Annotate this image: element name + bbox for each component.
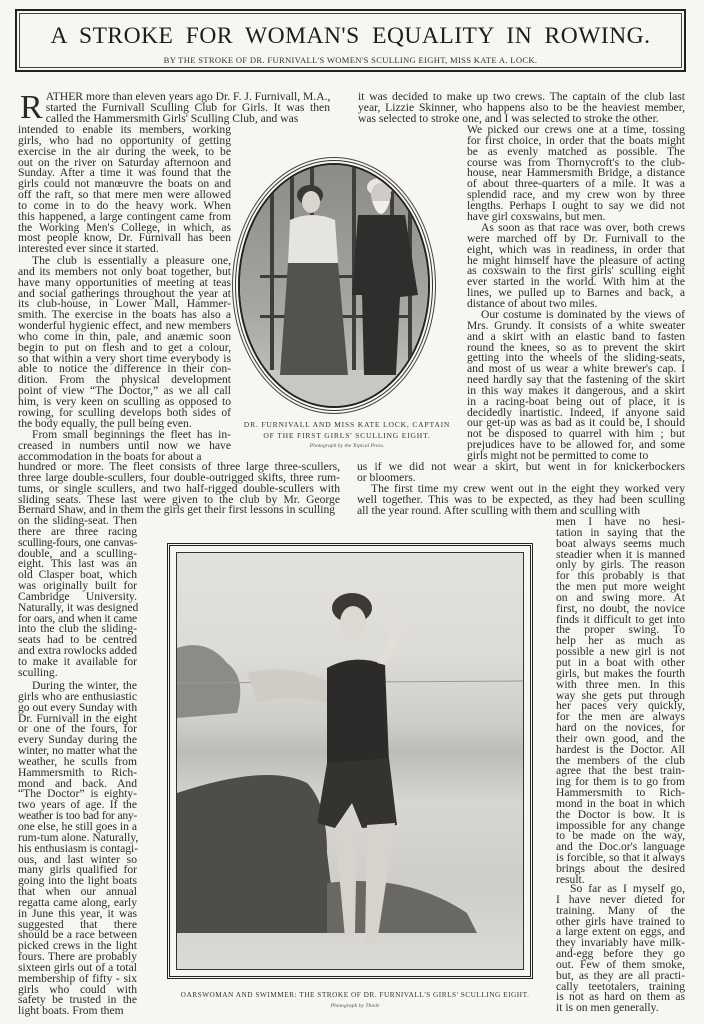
text-line: Cambridge University. xyxy=(18,589,137,603)
text-line: girls who are enthusiastic xyxy=(18,689,137,703)
text-line: seats had to be centred xyxy=(18,633,137,647)
text-line: have many opportunities of meeting at teas xyxy=(18,275,231,289)
text-line: eight, which was in readiness, in order that xyxy=(467,242,685,256)
text-line: off the raft, so that mere men were allowed xyxy=(18,188,231,202)
text-line: “The Doctor” is eighty- xyxy=(18,787,137,801)
text-line: rowing, for sculling develops both sides of xyxy=(18,405,231,419)
text-line: or bloomers. xyxy=(357,470,416,484)
text-line: his enthusiasm is contagi- xyxy=(18,841,139,855)
text-line: hardest is the Doctor. All xyxy=(556,742,685,756)
text-line: double, and a sculling- xyxy=(18,546,137,560)
column-3-block-c xyxy=(467,310,685,462)
text-line: hard on the novices, for xyxy=(556,721,685,735)
text-line: for this probably is that xyxy=(556,569,685,583)
text-line: help her as much as xyxy=(556,634,685,648)
text-line: So far as I myself go, xyxy=(570,882,685,895)
text-line: winter, no matter what the xyxy=(18,744,137,758)
text-line: weather is too bad for any- xyxy=(18,809,137,823)
text-line: safety be trusted in the xyxy=(18,993,137,1007)
text-line: it is on men generally. xyxy=(556,1001,659,1015)
text-line: point of view “The Doctor,” as we all call xyxy=(18,384,231,398)
text-line: intended to enable its members, working xyxy=(18,123,231,136)
wide-block-1 xyxy=(18,462,340,516)
column-4-block-b xyxy=(556,884,685,1014)
text-line: in this way makes it dangerous, and a skirt xyxy=(467,383,685,397)
text-line: round the knees, so as to prevent the skirt xyxy=(467,340,685,354)
text-line: one else, he still goes in a xyxy=(18,819,137,833)
text-line: cally teetotalers, training xyxy=(556,979,685,993)
text-line: hundred or more. The fleet consists of three large three-scullers, xyxy=(18,460,340,473)
text-line: smith. The exercise in the boats has also a xyxy=(18,308,231,322)
text-line: exercise in the air during the week, to be xyxy=(18,144,231,158)
title-box xyxy=(15,9,686,72)
text-line: regatta came along, early xyxy=(18,895,137,909)
text-line: men I have no hesi- xyxy=(556,515,685,528)
text-line: need hardly say that the fastening of the skirt xyxy=(467,373,685,387)
narrow-column-block-1 xyxy=(18,516,137,679)
text-line: him, is very keen on sculling as opposed to xyxy=(18,394,231,408)
text-line: course was from Thornycroft's to the club- xyxy=(467,155,685,169)
text-line: girls might not be permitted to come to xyxy=(467,448,649,462)
text-line: in June this year, it was xyxy=(18,906,137,920)
furnivall-and-lock-photo xyxy=(240,165,430,408)
text-line: boat always seems much xyxy=(556,536,685,550)
text-line: the body equally, the pull being even. xyxy=(18,416,192,430)
text-line: Naturally, it was designed xyxy=(18,600,139,614)
text-line: eight. This last was an xyxy=(18,557,137,571)
text-line: the proper swing. To xyxy=(556,623,685,637)
text-line: light boats. From them xyxy=(18,1004,124,1018)
text-line: interested ever since it started. xyxy=(18,242,159,256)
lead-paragraph xyxy=(20,89,331,126)
text-line: for first choice, in order that the boats might xyxy=(467,133,685,147)
text-line: As soon as that race was over, both crews xyxy=(481,221,685,234)
oval-photo-credit: Photograph by the Topical Press. xyxy=(309,443,385,449)
text-line: only by girls. The reason xyxy=(556,558,685,572)
text-line: on the sliding-seat. Then xyxy=(18,514,137,527)
text-line: creased in numbers until now we have xyxy=(18,438,231,452)
text-line: most people know, Dr. Furnivall has been xyxy=(18,231,231,245)
text-line: two years of age. If the xyxy=(18,798,137,812)
text-line: as coxswain to the first girls' sculling eight xyxy=(467,264,685,278)
text-line: this happened, a large contingent came from xyxy=(18,209,231,223)
text-line: Hammersmith to Rich- xyxy=(556,786,685,800)
text-line: impossible for any change xyxy=(556,818,685,832)
text-line: mond in the boat in which xyxy=(556,796,685,810)
column-4-block-a xyxy=(556,517,685,886)
rect-photo-credit: Photograph by Thiele xyxy=(330,1003,380,1009)
text-line: mond and back. And xyxy=(18,776,137,790)
text-line: begin to put on flesh and to get a colour, xyxy=(18,340,231,354)
rectangular-photograph xyxy=(167,543,533,979)
text-line: its club-house, in Lower Mall, Hammer- xyxy=(18,297,231,311)
wide-block-2 xyxy=(357,462,685,484)
text-line: weather, he sculls from xyxy=(18,754,137,768)
text-line: sculling-fours, one canvas- xyxy=(18,535,137,549)
text-line: put in a boat with other xyxy=(556,655,685,669)
text-line: called the Hammersmith Girls' Sculling Club, and was xyxy=(45,111,299,125)
text-line: for the men are always xyxy=(556,710,685,724)
text-line: The first time my crew went out in the eight they worked very xyxy=(371,482,685,495)
text-line: ous, and last winter so xyxy=(18,852,137,866)
text-line: dition. From the physical development xyxy=(18,373,231,387)
text-line: well together. This was to be expected, as they had been sculling xyxy=(357,492,685,506)
text-line: ever started in the world. With him at the xyxy=(467,275,685,289)
text-line: and-egg before they go xyxy=(556,947,685,961)
byline: BY THE STROKE OF DR. FURNIVALL'S WOMEN'S SCULLING EIGHT, MISS KATE A. LOCK. xyxy=(163,55,538,65)
text-line: all the year round. After sculling with them and sculling with xyxy=(357,503,641,517)
text-line: picked crews in the light xyxy=(18,939,137,953)
text-line: brings about the desired xyxy=(556,862,685,875)
text-line: Mrs. Grundy. It consists of a white sweater xyxy=(467,318,685,332)
text-line: Hammersmith to Rich- xyxy=(18,765,137,779)
text-line: getting into the wheels of the sliding-seats, xyxy=(467,351,685,365)
text-line: able to notice the difference in their con- xyxy=(18,362,231,376)
text-line: wonderful hygienic effect, and new members xyxy=(18,319,231,333)
text-line: for oars, and when it came xyxy=(18,611,137,625)
text-line: out on the river on Saturday afternoon and xyxy=(18,155,231,169)
text-line: to make it available for xyxy=(18,654,137,668)
text-line: prejudices have to be allowed for, and some xyxy=(467,438,685,452)
text-line: it was decided to make up two crews. The captain of the club last xyxy=(358,90,685,103)
text-line: he might himself have the pleasure of acting xyxy=(467,253,685,267)
column-1-block-c xyxy=(18,430,231,463)
text-line: Our costume is dominated by the views of xyxy=(481,308,685,321)
column-3-block-b xyxy=(467,223,685,310)
text-line: possible a new girl is not xyxy=(556,645,685,659)
text-line: the Doctor is bow. It is xyxy=(556,807,685,821)
text-line: out. Few of them smoke, xyxy=(556,957,685,971)
text-line: to come in to do the heavy work. When xyxy=(18,198,231,212)
text-line: should be a race between xyxy=(18,928,137,942)
text-line: The club is essentially a pleasure one, xyxy=(32,254,231,267)
text-line: and social gatherings throughout the year at xyxy=(18,286,231,300)
text-line: with three men. In this xyxy=(556,677,685,691)
text-line: a large extent on eggs, and xyxy=(556,925,685,939)
oarswoman-swimmer-photo xyxy=(176,552,524,970)
text-line: and a skirt with an elastic band to fasten xyxy=(467,329,685,343)
text-line: suggested that there xyxy=(18,917,137,931)
wide-block-3 xyxy=(357,484,685,517)
text-line: training. Many of the xyxy=(556,903,685,917)
text-line: and extra rowlocks added xyxy=(18,644,137,658)
text-line: steadier when it is manned xyxy=(556,547,685,561)
text-line: splendid race, and my crew won by three xyxy=(467,188,685,202)
text-line: finds it difficult to get into xyxy=(556,612,685,626)
text-line: who come in thin, pale, and anæmic soon xyxy=(18,329,231,343)
text-line: and most of us wear a white brewer's cap. I xyxy=(467,362,685,376)
oval-caption-line-2: OF THE FIRST GIRLS' SCULLING EIGHT. xyxy=(263,431,431,440)
text-line: lengths. Perhaps I ought to say we did not xyxy=(467,198,685,212)
text-line: distance of about two miles. xyxy=(467,296,598,310)
text-line: the Working Men's College, in which, as xyxy=(18,220,231,234)
text-line: From small beginnings the fleet has in- xyxy=(32,428,231,441)
headline: A STROKE FOR WOMAN'S EQUALITY IN ROWING. xyxy=(50,23,651,49)
text-line: not be disposed to quarrel with him ; but xyxy=(467,427,685,441)
text-line: her paces very quickly, xyxy=(556,699,685,713)
text-line: into the club the sliding- xyxy=(18,622,137,636)
text-line: so that within a very short time everybody is xyxy=(18,351,231,365)
text-line: the members of the club xyxy=(556,753,685,767)
text-line: way she gets put through xyxy=(556,688,685,702)
text-line: Dr. Furnivall in the eight xyxy=(18,711,137,725)
text-line: tums, or single scullers, and two half-rigged double-scullers with xyxy=(18,481,340,495)
rect-caption: OARSWOMAN AND SWIMMER: THE STROKE OF DR. FURNIVALL'S GIRLS' SCULLING EIGHT. xyxy=(180,990,530,999)
text-line: membership of fifty - six xyxy=(18,971,137,985)
text-line: girls could not manœuvre the boats on and xyxy=(18,177,231,191)
text-line: ATHER more than eleven years ago Dr. F. J. Furnivall, M.A., xyxy=(45,90,331,103)
text-line: three large double-scullers, four double-outrigged skifts, three rum- xyxy=(18,470,340,484)
text-line: sliding seats. These last were given to the club by Mr. George xyxy=(18,492,340,506)
text-line: on and swing more. At xyxy=(556,590,685,604)
text-line: go out every Sunday with xyxy=(18,700,138,714)
drop-cap: R xyxy=(20,89,43,126)
text-line: our get-up was as bad as it could be, I should xyxy=(467,416,685,430)
text-line: be as evenly matched as possible. The xyxy=(467,144,685,158)
text-line: was selected to stroke one, and I was selected to stroke the other. xyxy=(358,111,659,125)
text-line: were marched off by Dr. Furnivall to the xyxy=(467,231,685,245)
text-line: first, no doubt, the novice xyxy=(556,601,685,615)
text-line: they invariably have milk- xyxy=(556,936,685,950)
text-line: other girls have trained to xyxy=(556,914,685,928)
text-line: ing for them is to go from xyxy=(556,775,685,789)
text-line: the men put more weight xyxy=(556,580,685,594)
text-line: rum-tum alone. Naturally, xyxy=(18,830,139,844)
text-line: sculling. xyxy=(18,665,58,679)
text-line: girls, who had no opportunity of getting xyxy=(18,133,231,147)
text-line: result. xyxy=(556,872,585,886)
text-line: is not as hard on them as xyxy=(556,990,685,1004)
text-line: going into the light boats xyxy=(18,874,137,888)
text-line: tation in saying that the xyxy=(556,525,685,539)
text-line: but, as they are all practi- xyxy=(556,968,685,982)
text-line: is forcible, so that it always xyxy=(556,851,685,865)
text-line: accommodation in the boats for about a xyxy=(18,449,202,463)
column-3-block-a xyxy=(467,125,685,223)
text-line: to be made on the way, xyxy=(556,829,685,843)
text-line: and its members not only boat together, but xyxy=(18,264,231,278)
text-line: of about three-quarters of a mile. It was a xyxy=(467,177,685,191)
text-line: in a racing-boat being out of place, it is xyxy=(467,394,685,408)
text-line: there are three racing xyxy=(18,524,137,538)
text-line: was originally built for xyxy=(18,579,137,593)
text-line: I have never dieted for xyxy=(556,892,685,906)
text-line: every Sunday during the xyxy=(18,733,137,747)
narrow-column-block-2 xyxy=(18,681,137,1017)
oval-caption-line-1: DR. FURNIVALL AND MISS KATE LOCK, CAPTAIN xyxy=(243,420,451,429)
column-1-block-b xyxy=(18,256,231,430)
text-line: many girls qualified for xyxy=(18,863,137,877)
text-line: their own good, and the xyxy=(556,731,685,745)
text-line: agree that the best train- xyxy=(556,764,685,778)
text-line: sixteen girls out of a total xyxy=(18,960,137,974)
top-right-block xyxy=(358,92,685,125)
text-line: old Clasper boat, which xyxy=(18,568,137,582)
text-line: We picked our crews one at a time, tossing xyxy=(467,123,685,136)
oval-photograph xyxy=(238,163,430,408)
text-line: and the Doc.or's language xyxy=(556,840,685,854)
text-line: girls, but makes the fourth xyxy=(556,666,685,680)
text-line: have girl coxswains, but men. xyxy=(467,209,606,223)
text-line: or one of the fours, for xyxy=(18,722,137,736)
text-line: During the winter, the xyxy=(32,679,137,692)
text-line: that when our annual xyxy=(18,885,137,899)
text-line: us if we did not wear a skirt, but went in for knickerbockers xyxy=(357,460,685,473)
text-line: Bernard Shaw, and in them the girls get their first lessons in sculling xyxy=(18,503,336,517)
text-line: started the Furnivall Sculling Club for Girls. It was then xyxy=(45,100,330,114)
text-line: year, Lizzie Skinner, who happens also to be the heaviest member, xyxy=(358,100,685,114)
text-line: decidedly inartistic. Indeed, if anyone said xyxy=(467,405,685,419)
lead-lines xyxy=(20,89,331,126)
text-line: girls who could with xyxy=(18,982,137,996)
column-1-block-a xyxy=(18,125,231,255)
text-line: house, near Hammersmith Bridge, a distance xyxy=(467,166,685,180)
text-line: lines, we pulled up to Barnes and back, a xyxy=(467,286,685,300)
text-line: Sunday. After a time it was found that the xyxy=(18,166,231,180)
text-line: fours. There are probably xyxy=(18,950,137,964)
